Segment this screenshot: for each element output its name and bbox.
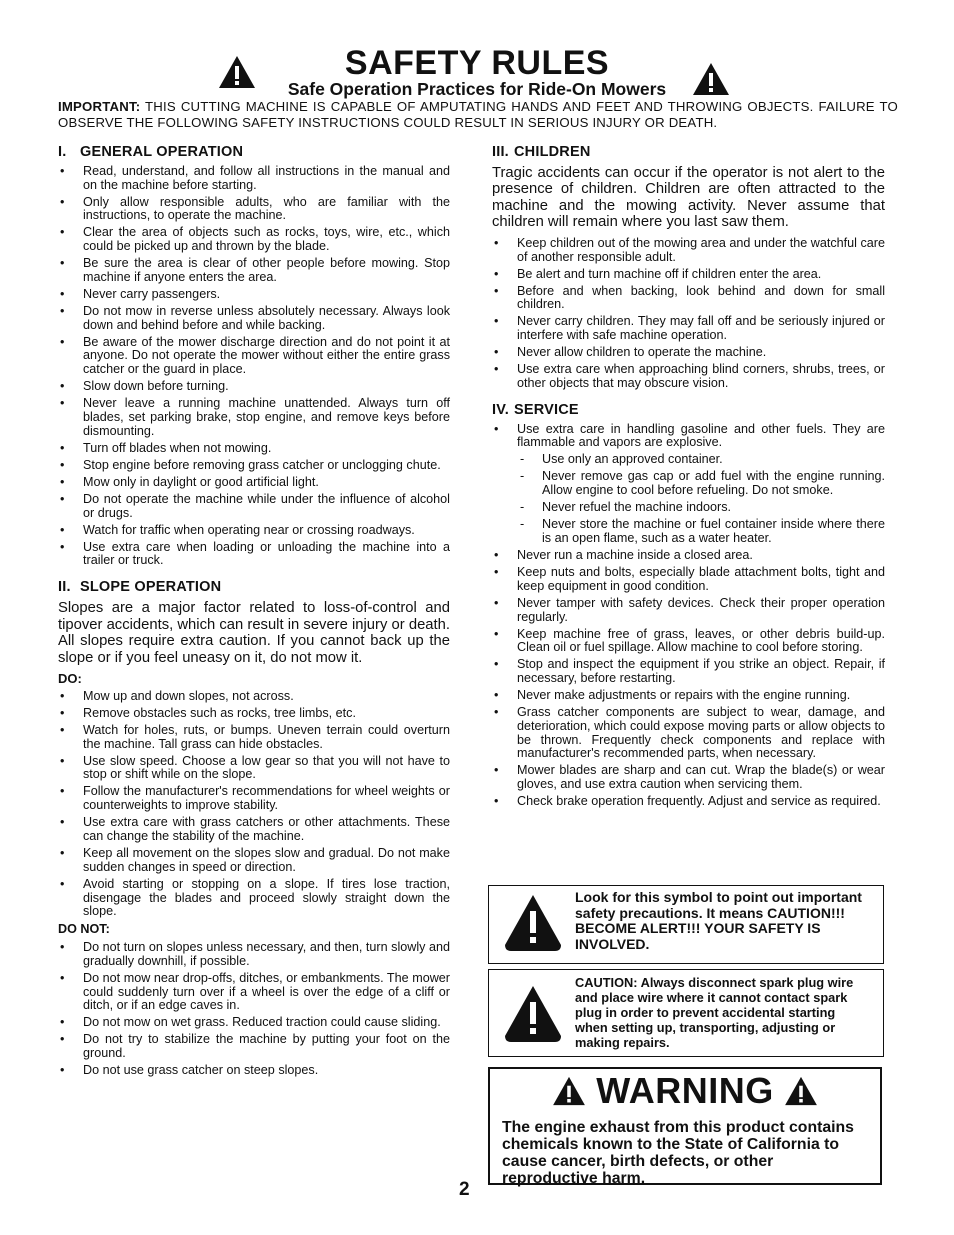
list-item: • Do not turn on slopes unless necessary, and then, turn slowly and gradually downhill, if possible. xyxy=(58,941,450,969)
safety-symbol-text: Look for this symbol to point out important safety precautions. It means CAUTION!!! BECOME ALERT!!! YOUR SAFETY IS INVOLVED. xyxy=(575,889,862,952)
list-item: • Be aware of the mower discharge direction and do not point it at anyone. Do not operate the mower without either the entire grass catcher or the guard in place. xyxy=(58,336,450,377)
list-item: • Watch for traffic when operating near or crossing roadways. xyxy=(58,524,450,538)
list-subitem: - Never remove gas cap or add fuel with the engine running. Allow engine to cool before refueling. Do not smoke. xyxy=(492,470,885,498)
list-item: • Be sure the area is clear of other people before mowing. Stop machine if anyone enters the area. xyxy=(58,257,450,285)
slope-intro: Slopes are a major factor related to loss-of-control and tipover accidents, which can result in severe injury or death. All slopes require extra caution. If you cannot back up the slope or if you feel uneasy on it, do not mow it. xyxy=(58,600,450,666)
list-item: • Keep all movement on the slopes slow and gradual. Do not make sudden changes in speed or direction. xyxy=(58,847,450,875)
list-item: • Slow down before turning. xyxy=(58,380,450,394)
list-item: • Use extra care when approaching blind corners, shrubs, trees, or other objects that may obscure vision. xyxy=(492,363,885,391)
list-item: • Use extra care when loading or unloading the machine into a trailer or truck. xyxy=(58,541,450,569)
list-item: • Use slow speed. Choose a low gear so that you will not have to stop or shift while on the slope. xyxy=(58,755,450,783)
list-item: • Stop and inspect the equipment if you strike an object. Repair, if necessary, before restarting. xyxy=(492,658,885,686)
list-item: • Do not use grass catcher on steep slopes. xyxy=(58,1064,450,1078)
warning-triangle-icon xyxy=(552,1076,586,1106)
safety-symbol-box xyxy=(488,885,884,964)
list-item: • Mow up and down slopes, not across. xyxy=(58,690,450,704)
page-number: 2 xyxy=(459,1179,470,1200)
list-item: • Do not mow on wet grass. Reduced traction could cause sliding. xyxy=(58,1016,450,1030)
warning-title-row xyxy=(490,1069,880,1111)
list-item: • Follow the manufacturer's recommendations for wheel weights or counterweights to improve stability. xyxy=(58,785,450,813)
list-item: • Never make adjustments or repairs with the engine running. xyxy=(492,689,885,703)
caution-text: CAUTION: Always disconnect spark plug wire and place wire where it cannot contact spark plug in order to prevent accidental starting when setting up, transporting, adjusting or making repairs. xyxy=(575,975,854,1050)
list-item: • Avoid starting or stopping on a slope. If tires lose traction, disengage the blades and proceed slowly straight down the slope. xyxy=(58,878,450,919)
important-text: THIS CUTTING MACHINE IS CAPABLE OF AMPUTATING HANDS AND FEET AND THROWING OBJECTS. FAILURE TO OBSERVE THE FOLLOWING SAFETY INSTRUCTIONS COULD RESULT IN SERIOUS INJURY OR DEATH. xyxy=(58,99,898,130)
list-item: • Never carry children. They may fall off and be seriously injured or interfere with safe machine operation. xyxy=(492,315,885,343)
list-item: • Do not mow in reverse unless absolutely necessary. Always look down and behind before and while backing. xyxy=(58,305,450,333)
do-not-label: DO NOT: xyxy=(58,922,110,937)
warning-triangle-icon xyxy=(503,893,563,955)
list-item: • Grass catcher components are subject to wear, damage, and deterioration, which could expose moving parts or allow objects to be thrown. Frequently check components and replace with manufacturer's recommended parts, when necessary. xyxy=(492,706,885,761)
section-heading-general: I. GENERAL OPERATION xyxy=(58,144,244,160)
list-item: • Use extra care with grass catchers or other attachments. These can change the stability of the machine. xyxy=(58,816,450,844)
list-item: • Keep machine free of grass, leaves, or other debris build-up. Clean oil or fuel spillage. Allow machine to cool before storing. xyxy=(492,628,885,656)
list-item: • Mow only in daylight or good artificial light. xyxy=(58,476,450,490)
left-column xyxy=(58,146,450,1081)
list-subitem: - Never refuel the machine indoors. xyxy=(492,501,885,515)
page-title: SAFETY RULES xyxy=(344,44,610,82)
warning-body: The engine exhaust from this product contains chemicals known to the State of California to cause cancer, birth defects, or other reproductive harm. xyxy=(502,1119,854,1187)
section-heading-slope: II. SLOPE OPERATION xyxy=(58,579,222,596)
list-item: • Never tamper with safety devices. Check their proper operation regularly. xyxy=(492,597,885,625)
list-item: • Do not mow near drop-offs, ditches, or embankments. The mower could suddenly turn over if a wheel is over the edge of a cliff or ditch, or if an edge caves in. xyxy=(58,972,450,1013)
list-item: • Keep nuts and bolts, especially blade attachment bolts, tight and keep equipment in good condition. xyxy=(492,566,885,594)
list-item: • Never carry passengers. xyxy=(58,288,450,302)
list-item: • Only allow responsible adults, who are familiar with the instructions, to operate the machine. xyxy=(58,196,450,224)
list-item: • Remove obstacles such as rocks, tree limbs, etc. xyxy=(58,707,450,721)
children-list xyxy=(492,237,885,391)
list-item: • Mower blades are sharp and can cut. Wrap the blade(s) or wear gloves, and use extra caution when servicing them. xyxy=(492,764,885,792)
list-item: • Watch for holes, ruts, or bumps. Uneven terrain could overturn the machine. Tall grass can hide obstacles. xyxy=(58,724,450,752)
do-label: DO: xyxy=(58,671,82,687)
list-item: • Do not try to stabilize the machine by putting your foot on the ground. xyxy=(58,1033,450,1061)
list-subitem: - Use only an approved container. xyxy=(492,453,885,467)
list-item: • Never run a machine inside a closed area. xyxy=(492,549,885,563)
list-item: • Check brake operation frequently. Adjust and service as required. xyxy=(492,795,885,809)
warning-triangle-icon xyxy=(503,984,563,1046)
important-notice xyxy=(58,99,898,130)
list-item: • Do not operate the machine while under the influence of alcohol or drugs. xyxy=(58,493,450,521)
do-not-list xyxy=(58,941,450,1078)
children-intro: Tragic accidents can occur if the operator is not alert to the presence of children. Children are often attracted to the machine and the mowing activity. Never assume that children will remain where you last saw them. xyxy=(492,164,885,231)
list-item: • Never leave a running machine unattended. Always turn off blades, set parking brake, stop engine, and remove keys before dismounting. xyxy=(58,397,450,438)
section-heading-service: IV. SERVICE xyxy=(492,401,579,418)
warning-triangle-icon xyxy=(784,1076,818,1106)
caution-box xyxy=(488,969,884,1057)
important-label: IMPORTANT: xyxy=(58,99,141,114)
list-item: • Use extra care in handling gasoline and other fuels. They are flammable and vapors are explosive. xyxy=(492,423,885,451)
warning-box xyxy=(488,1067,882,1185)
service-list xyxy=(492,423,885,809)
list-item: • Before and when backing, look behind and down for small children. xyxy=(492,285,885,313)
list-item: • Stop engine before removing grass catcher or unclogging chute. xyxy=(58,459,450,473)
page-subtitle: Safe Operation Practices for Ride-On Mowers xyxy=(287,79,667,99)
general-list xyxy=(58,165,450,568)
section-heading-children: III. CHILDREN xyxy=(492,144,591,160)
list-subitem: - Never store the machine or fuel container inside where there is an open flame, such as a water heater. xyxy=(492,518,885,546)
do-list xyxy=(58,690,450,919)
list-item: • Never allow children to operate the machine. xyxy=(492,346,885,360)
warning-title: WARNING xyxy=(596,1070,774,1112)
list-item: • Read, understand, and follow all instructions in the manual and on the machine before starting. xyxy=(58,165,450,193)
list-item: • Be alert and turn machine off if children enter the area. xyxy=(492,268,885,282)
right-column xyxy=(492,146,885,812)
list-item: • Clear the area of objects such as rocks, toys, wire, etc., which could be picked up and thrown by the blade. xyxy=(58,226,450,254)
list-item: • Turn off blades when not mowing. xyxy=(58,442,450,456)
list-item: • Keep children out of the mowing area and under the watchful care of another responsible adult. xyxy=(492,237,885,265)
